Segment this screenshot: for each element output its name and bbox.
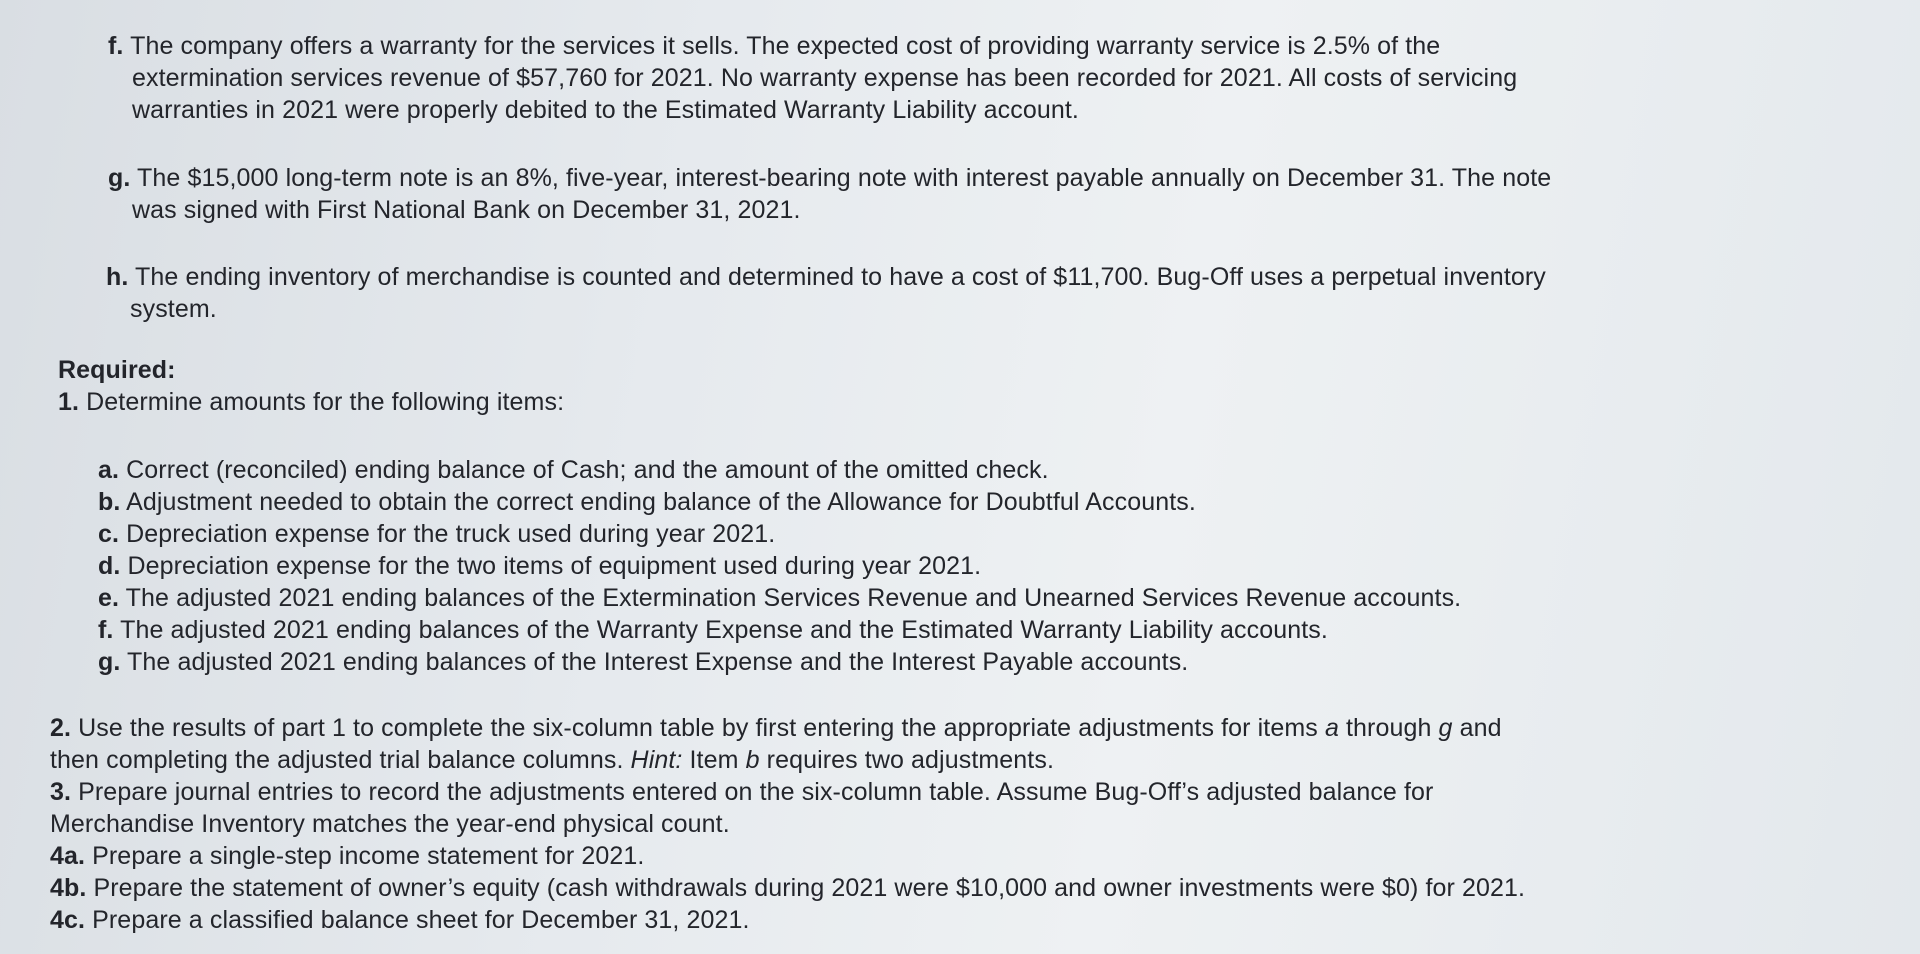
part-3-line-1 xyxy=(50,776,1525,808)
part-4b xyxy=(50,872,1525,904)
subitem-d-text: Depreciation expense for the two items of equipment used during year 2021. xyxy=(127,552,982,580)
part-4a-label: 4a. xyxy=(50,842,86,870)
subitem-b-label: b. xyxy=(98,488,121,516)
item-f-label: f. xyxy=(108,32,124,60)
subitem-c-text: Depreciation expense for the truck used during year 2021. xyxy=(126,520,776,548)
part-4b-text: Prepare the statement of owner’s equity (cash withdrawals during 2021 were $10,000 and owner investments were $0) for 2021. xyxy=(93,874,1526,902)
part-2-text-e: Item xyxy=(682,746,746,774)
part-2-text-c: and xyxy=(1452,714,1502,742)
part-4c xyxy=(50,904,1525,936)
part-4b-label: 4b. xyxy=(50,874,87,902)
subitem-g-label: g. xyxy=(98,648,121,676)
subitem-a-label: a. xyxy=(98,456,120,484)
subitem-c-label: c. xyxy=(98,520,120,548)
subitem-b xyxy=(98,486,1461,518)
part-1-text: Determine amounts for the following items: xyxy=(86,388,565,416)
part-1-label: 1. xyxy=(58,388,80,416)
subitem-c xyxy=(98,518,1461,550)
subitem-d xyxy=(98,550,1461,582)
subitem-f-label: f. xyxy=(98,616,114,644)
required-section xyxy=(58,354,564,418)
subitem-e-label: e. xyxy=(98,584,120,612)
subitem-g-text: The adjusted 2021 ending balances of the Interest Expense and the Interest Payable accounts. xyxy=(127,648,1189,676)
subitem-e-text: The adjusted 2021 ending balances of the Extermination Services Revenue and Unearned Services Revenue accounts. xyxy=(125,584,1462,612)
part-2-italic-b: b xyxy=(745,746,760,774)
part-2-text-b: through xyxy=(1338,714,1439,742)
part-2-label: 2. xyxy=(50,714,72,742)
item-f-line-1: The company offers a warranty for the services it sells. The expected cost of providing warranty service is 2.5% of the xyxy=(130,32,1441,60)
part-2-line-2 xyxy=(50,744,1525,776)
subitem-e xyxy=(98,582,1461,614)
part-2-line-1 xyxy=(50,712,1525,744)
part-4a xyxy=(50,840,1525,872)
part-2-text-a: Use the results of part 1 to complete the six-column table by first entering the appropriate adjustments for items xyxy=(78,714,1325,742)
part-3-text-1: Prepare journal entries to record the adjustments entered on the six-column table. Assume Bug-Off’s adjusted balance for xyxy=(78,778,1434,806)
part-4c-text: Prepare a classified balance sheet for December 31, 2021. xyxy=(92,906,750,934)
subitem-a xyxy=(98,454,1461,486)
required-heading: Required: xyxy=(58,356,176,384)
part-3-label: 3. xyxy=(50,778,72,806)
part-2-hint: Hint: xyxy=(630,746,683,774)
item-g-label: g. xyxy=(108,164,131,192)
item-h-line-1: The ending inventory of merchandise is counted and determined to have a cost of $11,700. Bug-Off uses a perpetual inventory xyxy=(135,263,1546,291)
item-f-line-2: extermination services revenue of $57,760 for 2021. No warranty expense has been recorded for 2021. All costs of servicing xyxy=(132,64,1518,92)
parts-2-to-4 xyxy=(50,712,1525,936)
part-3-line-2: Merchandise Inventory matches the year-end physical count. xyxy=(50,810,730,838)
part-2-text-f: requires two adjustments. xyxy=(759,746,1054,774)
subitem-f-text: The adjusted 2021 ending balances of the Warranty Expense and the Estimated Warranty Liability accounts. xyxy=(120,616,1328,644)
item-h xyxy=(106,261,1546,325)
subitem-a-text: Correct (reconciled) ending balance of Cash; and the amount of the omitted check. xyxy=(126,456,1049,484)
part-4a-text: Prepare a single-step income statement for 2021. xyxy=(92,842,645,870)
subitem-g xyxy=(98,646,1461,678)
part-1-subitems xyxy=(98,454,1461,678)
subitem-b-text: Adjustment needed to obtain the correct ending balance of the Allowance for Doubtful Accounts. xyxy=(126,488,1196,516)
item-h-label: h. xyxy=(106,263,129,291)
part-2-italic-g: g xyxy=(1438,714,1453,742)
part-2-italic-a: a xyxy=(1324,714,1339,742)
item-g-line-2: was signed with First National Bank on December 31, 2021. xyxy=(132,196,801,224)
part-2-text-d: then completing the adjusted trial balance columns. xyxy=(50,746,631,774)
subitem-f xyxy=(98,614,1461,646)
item-f xyxy=(108,30,1517,126)
item-g xyxy=(108,162,1551,226)
item-g-line-1: The $15,000 long-term note is an 8%, five-year, interest-bearing note with interest payable annually on December 31. The note xyxy=(137,164,1552,192)
part-4c-label: 4c. xyxy=(50,906,86,934)
subitem-d-label: d. xyxy=(98,552,121,580)
item-f-line-3: warranties in 2021 were properly debited to the Estimated Warranty Liability account. xyxy=(132,96,1079,124)
item-h-line-2: system. xyxy=(130,295,217,323)
